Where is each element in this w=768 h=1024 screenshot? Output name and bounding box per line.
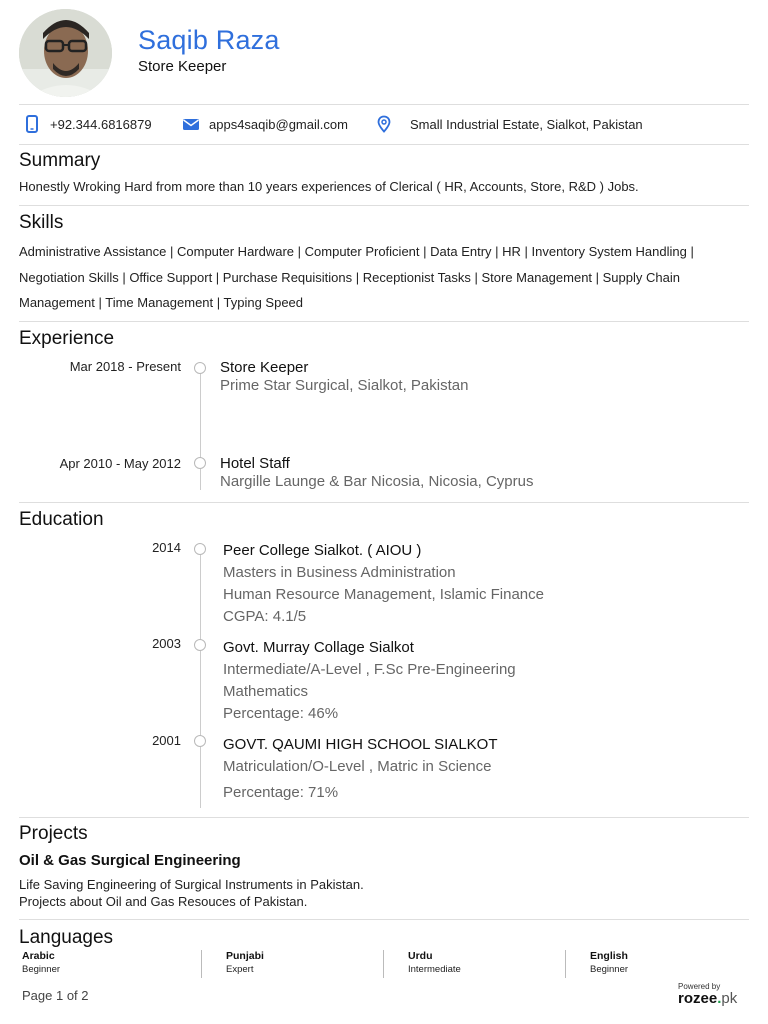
- experience-heading: Experience: [19, 328, 115, 349]
- language-name: Urdu: [408, 950, 433, 962]
- education-detail: Percentage: 46%: [223, 705, 339, 722]
- email-address: apps4saqib@gmail.com: [209, 116, 348, 132]
- contact-location: [375, 115, 643, 133]
- experience-company: Nargille Launge & Bar Nicosia, Nicosia, Cyprus: [220, 473, 534, 490]
- resume-header: [19, 9, 749, 99]
- brand-logo: [678, 990, 748, 1007]
- language-divider: [201, 950, 202, 978]
- education-heading: Education: [19, 509, 104, 530]
- experience-title: Hotel Staff: [220, 455, 290, 472]
- education-detail: Masters in Business Administration: [223, 564, 456, 581]
- language-name: English: [590, 950, 628, 962]
- page-indicator: Page 1 of 2: [22, 988, 89, 1003]
- contact-email: [182, 115, 348, 133]
- divider: [19, 919, 749, 920]
- language-item: [408, 950, 461, 978]
- language-item: [590, 950, 628, 978]
- language-divider: [383, 950, 384, 978]
- experience-date: Apr 2010 - May 2012: [59, 456, 181, 471]
- timeline-dot: [194, 735, 206, 747]
- timeline-dot: [194, 639, 206, 651]
- education-school: Govt. Murray Collage Sialkot: [223, 639, 414, 656]
- divider: [19, 144, 749, 145]
- experience-date: Mar 2018 - Present: [69, 359, 181, 374]
- experience-company: Prime Star Surgical, Sialkot, Pakistan: [220, 377, 469, 394]
- education-detail: Mathematics: [223, 683, 309, 700]
- education-school: GOVT. QAUMI HIGH SCHOOL SIALKOT: [223, 736, 498, 753]
- project-detail: Projects about Oil and Gas Resouces of Pakistan.: [19, 894, 308, 909]
- divider: [19, 205, 749, 206]
- divider: [19, 817, 749, 818]
- education-detail: Intermediate/A-Level , F.Sc Pre-Engineering: [223, 661, 516, 678]
- language-divider: [565, 950, 566, 978]
- summary-heading: Summary: [19, 150, 101, 171]
- education-timeline-line: [200, 550, 201, 808]
- project-detail: Life Saving Engineering of Surgical Instruments in Pakistan.: [19, 877, 364, 892]
- timeline-dot: [194, 362, 206, 374]
- education-detail: Human Resource Management, Islamic Finance: [223, 586, 544, 603]
- education-detail: Percentage: 71%: [223, 784, 339, 801]
- mobile-phone-icon: [23, 115, 41, 133]
- divider: [19, 104, 749, 105]
- powered-by-logo: [678, 982, 748, 1007]
- phone-number: +92.344.6816879: [50, 116, 152, 132]
- envelope-icon: [182, 115, 200, 133]
- education-year: 2003: [152, 636, 181, 651]
- skills-text: Administrative Assistance | Computer Hardware | Computer Proficient | Data Entry | HR | Inventory System Handling | Negotiation Skills | Office Support | Purchase Requisitions | Receptionist Tasks | Store Management | Supply Chain Management | Time Management | Typing Speed: [19, 244, 694, 310]
- powered-by-label: Powered by: [678, 982, 721, 991]
- experience-title: Store Keeper: [220, 359, 309, 376]
- contact-phone: [23, 115, 152, 133]
- language-name: Arabic: [22, 950, 55, 962]
- brand-dot: .: [717, 990, 722, 1007]
- experience-timeline-line: [200, 368, 201, 490]
- language-name: Punjabi: [226, 950, 264, 962]
- location-text: Small Industrial Estate, Sialkot, Pakistan: [410, 116, 643, 132]
- language-level: Beginner: [22, 964, 61, 975]
- contact-row: [19, 110, 749, 136]
- divider: [19, 502, 749, 503]
- language-item: [226, 950, 264, 978]
- brand-main: rozee: [678, 990, 718, 1007]
- education-detail: Matriculation/O-Level , Matric in Science: [223, 758, 492, 775]
- brand-pk: pk: [721, 990, 738, 1007]
- map-pin-icon: [375, 115, 393, 133]
- language-level: Beginner: [590, 964, 629, 975]
- skills-heading: Skills: [19, 212, 64, 233]
- language-item: [22, 950, 60, 978]
- summary-text: Honestly Wroking Hard from more than 10 years experiences of Clerical ( HR, Accounts, Store, R&D ) Jobs.: [19, 179, 639, 194]
- projects-heading: Projects: [19, 823, 88, 844]
- profile-photo: [19, 9, 112, 97]
- divider: [19, 321, 749, 322]
- language-level: Intermediate: [408, 964, 461, 975]
- education-detail: CGPA: 4.1/5: [223, 608, 307, 625]
- education-year: 2001: [152, 733, 181, 748]
- education-year: 2014: [152, 540, 181, 555]
- avatar: [19, 9, 112, 97]
- education-school: Peer College Sialkot. ( AIOU ): [223, 542, 422, 559]
- project-title: Oil & Gas Surgical Engineering: [19, 852, 241, 869]
- timeline-dot: [194, 543, 206, 555]
- candidate-role: Store Keeper: [138, 58, 227, 75]
- languages-heading: Languages: [19, 927, 114, 948]
- language-level: Expert: [226, 964, 254, 975]
- timeline-dot: [194, 457, 206, 469]
- candidate-name: Saqib Raza: [138, 25, 280, 55]
